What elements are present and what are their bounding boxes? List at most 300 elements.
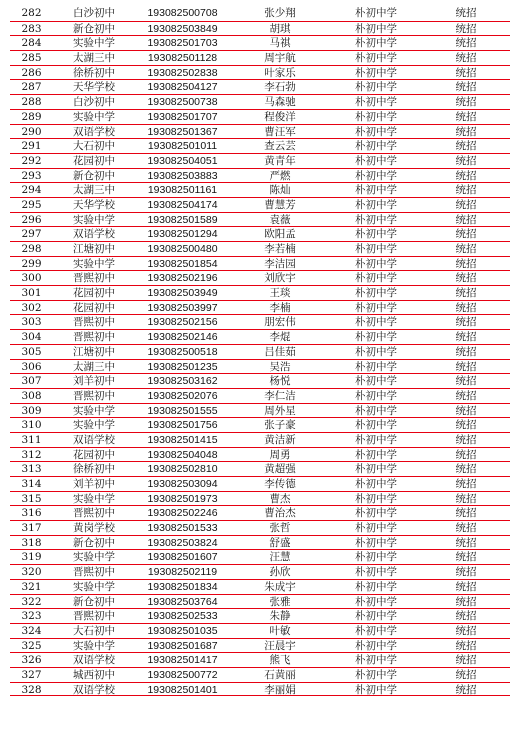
student-id-cell: 193082503949 bbox=[147, 287, 218, 300]
table-row bbox=[10, 300, 510, 315]
student-name-cell: 李洁园 bbox=[264, 257, 296, 270]
table-row bbox=[10, 241, 510, 256]
student-name-cell: 朋宏伟 bbox=[264, 316, 296, 329]
student-name-cell: 吴浩 bbox=[269, 360, 291, 373]
student-id-cell: 193082502533 bbox=[147, 610, 218, 623]
table-row bbox=[10, 6, 510, 21]
table-row bbox=[10, 476, 510, 491]
admission-type-cell: 统招 bbox=[455, 419, 477, 432]
student-id-cell: 193082501607 bbox=[147, 551, 218, 564]
student-id-cell: 193082502838 bbox=[147, 66, 218, 79]
row-number-cell: 305 bbox=[21, 345, 42, 358]
admitted-school-cell: 朴初中学 bbox=[355, 243, 397, 255]
student-id-cell: 193082501707 bbox=[147, 110, 218, 123]
admission-type-cell: 统招 bbox=[455, 345, 477, 358]
row-number-cell: 282 bbox=[21, 7, 42, 19]
admission-type-cell: 统招 bbox=[455, 52, 477, 65]
table-row bbox=[10, 638, 510, 653]
row-number-cell: 285 bbox=[21, 52, 42, 65]
student-id-cell: 193082504127 bbox=[147, 81, 218, 94]
student-id-cell: 193082502246 bbox=[147, 507, 218, 520]
student-id-cell: 193082503997 bbox=[147, 301, 218, 314]
student-name-cell: 李传德 bbox=[264, 478, 296, 490]
row-number-cell: 308 bbox=[21, 389, 42, 402]
student-id-cell: 193082501533 bbox=[147, 522, 218, 535]
school-name-cell: 实验中学 bbox=[73, 492, 115, 505]
admission-type-cell: 统招 bbox=[455, 668, 477, 681]
table-row bbox=[10, 50, 510, 65]
student-id-cell: 193082501011 bbox=[147, 140, 218, 153]
school-name-cell: 实验中学 bbox=[73, 110, 115, 123]
admitted-school-cell: 朴初中学 bbox=[355, 110, 397, 123]
admission-type-cell: 统招 bbox=[455, 522, 477, 535]
student-name-cell: 查云芸 bbox=[264, 140, 296, 153]
student-name-cell: 马森驰 bbox=[264, 96, 296, 109]
row-number-cell: 298 bbox=[21, 243, 42, 255]
student-id-cell: 193082501235 bbox=[147, 360, 218, 373]
student-name-cell: 叶敏 bbox=[269, 624, 291, 637]
school-name-cell: 新仓初中 bbox=[73, 169, 115, 182]
student-id-cell: 193082501834 bbox=[147, 580, 218, 593]
school-name-cell: 新仓初中 bbox=[73, 536, 115, 549]
table-row bbox=[10, 109, 510, 124]
row-number-cell: 324 bbox=[21, 624, 42, 637]
table-row bbox=[10, 652, 510, 667]
admission-type-cell: 统招 bbox=[455, 624, 477, 637]
student-id-cell: 193082501589 bbox=[147, 213, 218, 226]
school-name-cell: 江塘初中 bbox=[73, 345, 115, 358]
admitted-school-cell: 朴初中学 bbox=[355, 81, 397, 94]
school-name-cell: 双语学校 bbox=[73, 654, 115, 667]
school-name-cell: 实验中学 bbox=[73, 404, 115, 417]
admission-type-cell: 统招 bbox=[455, 610, 477, 623]
admission-type-cell: 统招 bbox=[455, 580, 477, 593]
admission-type-cell: 统招 bbox=[455, 448, 477, 461]
school-name-cell: 太湖三中 bbox=[73, 360, 115, 373]
table-row bbox=[10, 344, 510, 359]
student-id-cell: 193082503094 bbox=[147, 478, 218, 490]
student-id-cell: 193082503849 bbox=[147, 22, 218, 35]
admitted-school-cell: 朴初中学 bbox=[355, 198, 397, 211]
admission-type-cell: 统招 bbox=[455, 22, 477, 35]
admitted-school-cell: 朴初中学 bbox=[355, 639, 397, 652]
student-name-cell: 黄洁新 bbox=[264, 433, 296, 446]
table-row bbox=[10, 417, 510, 432]
row-number-cell: 287 bbox=[21, 81, 42, 94]
student-name-cell: 李石勃 bbox=[264, 81, 296, 94]
student-name-cell: 曹慧芳 bbox=[264, 198, 296, 211]
school-name-cell: 实验中学 bbox=[73, 213, 115, 226]
table-row bbox=[10, 65, 510, 80]
row-number-cell: 303 bbox=[21, 316, 42, 329]
student-id-cell: 193082502119 bbox=[147, 566, 218, 579]
school-name-cell: 刘羊初中 bbox=[73, 375, 115, 388]
school-name-cell: 新仓初中 bbox=[73, 595, 115, 608]
admission-type-cell: 统招 bbox=[455, 375, 477, 388]
table-row bbox=[10, 285, 510, 300]
admitted-school-cell: 朴初中学 bbox=[355, 272, 397, 285]
admitted-school-cell: 朴初中学 bbox=[355, 536, 397, 549]
student-id-cell: 193082501973 bbox=[147, 492, 218, 505]
admitted-school-cell: 朴初中学 bbox=[355, 345, 397, 358]
student-name-cell: 陈灿 bbox=[269, 184, 291, 197]
student-name-cell: 石黄丽 bbox=[264, 668, 296, 681]
row-number-cell: 313 bbox=[21, 463, 42, 476]
table-row bbox=[10, 212, 510, 227]
student-name-cell: 朱成宇 bbox=[264, 580, 296, 593]
admission-type-cell: 统招 bbox=[455, 125, 477, 138]
school-name-cell: 城西初中 bbox=[73, 668, 115, 681]
school-name-cell: 天华学校 bbox=[73, 81, 115, 94]
row-number-cell: 309 bbox=[21, 404, 42, 417]
admitted-school-cell: 朴初中学 bbox=[355, 507, 397, 520]
admitted-school-cell: 朴初中学 bbox=[355, 668, 397, 681]
student-name-cell: 周外星 bbox=[264, 404, 296, 417]
row-number-cell: 320 bbox=[21, 566, 42, 579]
student-id-cell: 193082501128 bbox=[147, 52, 218, 65]
school-name-cell: 晋熙初中 bbox=[73, 610, 115, 623]
table-row bbox=[10, 94, 510, 109]
student-id-cell: 193082500708 bbox=[147, 7, 218, 19]
student-name-cell: 叶家乐 bbox=[264, 66, 296, 79]
student-id-cell: 193082501401 bbox=[147, 683, 218, 696]
school-name-cell: 实验中学 bbox=[73, 37, 115, 50]
student-id-cell: 193082503764 bbox=[147, 595, 218, 608]
row-number-cell: 289 bbox=[21, 110, 42, 123]
school-name-cell: 花园初中 bbox=[73, 301, 115, 314]
student-id-cell: 193082502146 bbox=[147, 331, 218, 344]
table-row bbox=[10, 168, 510, 183]
table-row bbox=[10, 535, 510, 550]
row-number-cell: 297 bbox=[21, 228, 42, 241]
student-id-cell: 193082500738 bbox=[147, 96, 218, 109]
row-number-cell: 288 bbox=[21, 96, 42, 109]
admitted-school-cell: 朴初中学 bbox=[355, 580, 397, 593]
school-name-cell: 黄岗学校 bbox=[73, 522, 115, 535]
admitted-school-cell: 朴初中学 bbox=[355, 624, 397, 637]
admission-type-cell: 统招 bbox=[455, 360, 477, 373]
admission-table bbox=[10, 6, 510, 696]
student-id-cell: 193082501756 bbox=[147, 419, 218, 432]
admission-type-cell: 统招 bbox=[455, 272, 477, 285]
admission-type-cell: 统招 bbox=[455, 639, 477, 652]
admission-type-cell: 统招 bbox=[455, 96, 477, 109]
student-name-cell: 李仁洁 bbox=[264, 389, 296, 402]
table-row bbox=[10, 520, 510, 535]
row-number-cell: 317 bbox=[21, 522, 42, 535]
admitted-school-cell: 朴初中学 bbox=[355, 478, 397, 490]
school-name-cell: 晋熙初中 bbox=[73, 331, 115, 344]
school-name-cell: 双语学校 bbox=[73, 683, 115, 696]
admitted-school-cell: 朴初中学 bbox=[355, 566, 397, 579]
row-number-cell: 296 bbox=[21, 213, 42, 226]
table-row bbox=[10, 623, 510, 638]
admission-type-cell: 统招 bbox=[455, 66, 477, 79]
student-id-cell: 193082501417 bbox=[147, 654, 218, 667]
table-row bbox=[10, 359, 510, 374]
table-row bbox=[10, 594, 510, 609]
student-id-cell: 193082503162 bbox=[147, 375, 218, 388]
admitted-school-cell: 朴初中学 bbox=[355, 610, 397, 623]
student-name-cell: 孙欣 bbox=[269, 566, 291, 579]
admitted-school-cell: 朴初中学 bbox=[355, 22, 397, 35]
student-name-cell: 李楠 bbox=[269, 301, 291, 314]
admission-type-cell: 统招 bbox=[455, 154, 477, 167]
table-row bbox=[10, 124, 510, 139]
row-number-cell: 319 bbox=[21, 551, 42, 564]
admission-type-cell: 统招 bbox=[455, 287, 477, 300]
row-number-cell: 321 bbox=[21, 580, 42, 593]
admitted-school-cell: 朴初中学 bbox=[355, 169, 397, 182]
admission-type-cell: 统招 bbox=[455, 228, 477, 241]
student-id-cell: 193082503883 bbox=[147, 169, 218, 182]
student-name-cell: 曹汪军 bbox=[264, 125, 296, 138]
table-row bbox=[10, 138, 510, 153]
school-name-cell: 晋熙初中 bbox=[73, 389, 115, 402]
row-number-cell: 325 bbox=[21, 639, 42, 652]
student-name-cell: 周勇 bbox=[269, 448, 291, 461]
student-id-cell: 193082500480 bbox=[147, 243, 218, 255]
admission-type-cell: 统招 bbox=[455, 7, 477, 19]
table-row bbox=[10, 314, 510, 329]
admitted-school-cell: 朴初中学 bbox=[355, 448, 397, 461]
admitted-school-cell: 朴初中学 bbox=[355, 184, 397, 197]
table-row bbox=[10, 682, 510, 697]
admitted-school-cell: 朴初中学 bbox=[355, 37, 397, 50]
admission-type-cell: 统招 bbox=[455, 184, 477, 197]
admitted-school-cell: 朴初中学 bbox=[355, 287, 397, 300]
student-name-cell: 舒盛 bbox=[269, 536, 291, 549]
row-number-cell: 307 bbox=[21, 375, 42, 388]
row-number-cell: 311 bbox=[21, 433, 42, 446]
admission-type-cell: 统招 bbox=[455, 257, 477, 270]
student-id-cell: 193082502076 bbox=[147, 389, 218, 402]
student-id-cell: 193082501415 bbox=[147, 433, 218, 446]
admission-type-cell: 统招 bbox=[455, 683, 477, 696]
admitted-school-cell: 朴初中学 bbox=[355, 331, 397, 344]
table-row bbox=[10, 35, 510, 50]
student-id-cell: 193082502156 bbox=[147, 316, 218, 329]
table-row bbox=[10, 153, 510, 168]
student-id-cell: 193082501703 bbox=[147, 37, 218, 50]
student-id-cell: 193082504051 bbox=[147, 154, 218, 167]
school-name-cell: 晋熙初中 bbox=[73, 507, 115, 520]
admitted-school-cell: 朴初中学 bbox=[355, 551, 397, 564]
student-name-cell: 曹治杰 bbox=[264, 507, 296, 520]
admission-type-cell: 统招 bbox=[455, 316, 477, 329]
row-number-cell: 284 bbox=[21, 37, 42, 50]
row-number-cell: 318 bbox=[21, 536, 42, 549]
row-number-cell: 295 bbox=[21, 198, 42, 211]
admitted-school-cell: 朴初中学 bbox=[355, 301, 397, 314]
student-name-cell: 吕佳茹 bbox=[264, 345, 296, 358]
school-name-cell: 江塘初中 bbox=[73, 243, 115, 255]
admitted-school-cell: 朴初中学 bbox=[355, 257, 397, 270]
student-id-cell: 193082500518 bbox=[147, 345, 218, 358]
student-id-cell: 193082503824 bbox=[147, 536, 218, 549]
admission-type-cell: 统招 bbox=[455, 566, 477, 579]
admission-type-cell: 统招 bbox=[455, 37, 477, 50]
student-name-cell: 熊飞 bbox=[269, 654, 291, 667]
row-number-cell: 315 bbox=[21, 492, 42, 505]
admitted-school-cell: 朴初中学 bbox=[355, 140, 397, 153]
admitted-school-cell: 朴初中学 bbox=[355, 433, 397, 446]
student-name-cell: 马祺 bbox=[269, 37, 291, 50]
school-name-cell: 实验中学 bbox=[73, 551, 115, 564]
student-name-cell: 张雅 bbox=[269, 595, 291, 608]
student-id-cell: 193082502810 bbox=[147, 463, 218, 476]
admission-type-cell: 统招 bbox=[455, 110, 477, 123]
student-name-cell: 张子豪 bbox=[264, 419, 296, 432]
admitted-school-cell: 朴初中学 bbox=[355, 492, 397, 505]
row-number-cell: 302 bbox=[21, 301, 42, 314]
school-name-cell: 徐桥初中 bbox=[73, 66, 115, 79]
student-name-cell: 曹杰 bbox=[269, 492, 291, 505]
admission-type-cell: 统招 bbox=[455, 198, 477, 211]
table-row bbox=[10, 270, 510, 285]
school-name-cell: 太湖三中 bbox=[73, 184, 115, 197]
table-row bbox=[10, 491, 510, 506]
admitted-school-cell: 朴初中学 bbox=[355, 66, 397, 79]
student-id-cell: 193082504048 bbox=[147, 448, 218, 461]
school-name-cell: 晋熙初中 bbox=[73, 566, 115, 579]
student-name-cell: 汪晨宇 bbox=[264, 639, 296, 652]
school-name-cell: 实验中学 bbox=[73, 639, 115, 652]
admission-type-cell: 统招 bbox=[455, 81, 477, 94]
school-name-cell: 双语学校 bbox=[73, 125, 115, 138]
school-name-cell: 太湖三中 bbox=[73, 52, 115, 65]
student-name-cell: 张哲 bbox=[269, 522, 291, 535]
admitted-school-cell: 朴初中学 bbox=[355, 52, 397, 65]
admission-type-cell: 统招 bbox=[455, 478, 477, 490]
student-name-cell: 袁薇 bbox=[269, 213, 291, 226]
student-id-cell: 193082501687 bbox=[147, 639, 218, 652]
admitted-school-cell: 朴初中学 bbox=[355, 96, 397, 109]
school-name-cell: 晋熙初中 bbox=[73, 316, 115, 329]
student-name-cell: 李焜 bbox=[269, 331, 291, 344]
student-name-cell: 周宇航 bbox=[264, 52, 296, 65]
student-name-cell: 刘欣宇 bbox=[264, 272, 296, 285]
row-number-cell: 286 bbox=[21, 66, 42, 79]
admitted-school-cell: 朴初中学 bbox=[355, 375, 397, 388]
student-name-cell: 汪慧 bbox=[269, 551, 291, 564]
row-number-cell: 291 bbox=[21, 140, 42, 153]
table-row bbox=[10, 329, 510, 344]
row-number-cell: 300 bbox=[21, 272, 42, 285]
student-id-cell: 193082501854 bbox=[147, 257, 218, 270]
table-row bbox=[10, 21, 510, 36]
admitted-school-cell: 朴初中学 bbox=[355, 419, 397, 432]
school-name-cell: 天华学校 bbox=[73, 198, 115, 211]
row-number-cell: 323 bbox=[21, 610, 42, 623]
row-number-cell: 299 bbox=[21, 257, 42, 270]
admitted-school-cell: 朴初中学 bbox=[355, 316, 397, 329]
row-number-cell: 301 bbox=[21, 287, 42, 300]
school-name-cell: 实验中学 bbox=[73, 580, 115, 593]
school-name-cell: 双语学校 bbox=[73, 228, 115, 241]
student-name-cell: 程俊洋 bbox=[264, 110, 296, 123]
admission-type-cell: 统招 bbox=[455, 169, 477, 182]
school-name-cell: 徐桥初中 bbox=[73, 463, 115, 476]
admission-type-cell: 统招 bbox=[455, 213, 477, 226]
row-number-cell: 283 bbox=[21, 22, 42, 35]
admission-type-cell: 统招 bbox=[455, 301, 477, 314]
row-number-cell: 294 bbox=[21, 184, 42, 197]
table-row bbox=[10, 226, 510, 241]
admission-type-cell: 统招 bbox=[455, 331, 477, 344]
row-number-cell: 316 bbox=[21, 507, 42, 520]
student-id-cell: 193082501161 bbox=[147, 184, 218, 197]
table-row bbox=[10, 403, 510, 418]
admitted-school-cell: 朴初中学 bbox=[355, 213, 397, 226]
admission-type-cell: 统招 bbox=[455, 404, 477, 417]
table-row bbox=[10, 549, 510, 564]
admission-type-cell: 统招 bbox=[455, 507, 477, 520]
student-name-cell: 胡琪 bbox=[269, 22, 291, 35]
student-name-cell: 朱静 bbox=[269, 610, 291, 623]
admission-type-cell: 统招 bbox=[455, 595, 477, 608]
student-name-cell: 李丽娟 bbox=[264, 683, 296, 696]
row-number-cell: 326 bbox=[21, 654, 42, 667]
student-name-cell: 严燃 bbox=[269, 169, 291, 182]
table-row bbox=[10, 564, 510, 579]
row-number-cell: 293 bbox=[21, 169, 42, 182]
row-number-cell: 292 bbox=[21, 154, 42, 167]
row-number-cell: 322 bbox=[21, 595, 42, 608]
admitted-school-cell: 朴初中学 bbox=[355, 125, 397, 138]
table-row bbox=[10, 447, 510, 462]
table-row bbox=[10, 505, 510, 520]
admission-type-cell: 统招 bbox=[455, 389, 477, 402]
admitted-school-cell: 朴初中学 bbox=[355, 654, 397, 667]
table-row bbox=[10, 432, 510, 447]
row-number-cell: 314 bbox=[21, 478, 42, 490]
admission-type-cell: 统招 bbox=[455, 536, 477, 549]
admitted-school-cell: 朴初中学 bbox=[355, 389, 397, 402]
admitted-school-cell: 朴初中学 bbox=[355, 360, 397, 373]
admitted-school-cell: 朴初中学 bbox=[355, 463, 397, 476]
student-id-cell: 193082501035 bbox=[147, 624, 218, 637]
table-row bbox=[10, 388, 510, 403]
admitted-school-cell: 朴初中学 bbox=[355, 522, 397, 535]
school-name-cell: 花园初中 bbox=[73, 154, 115, 167]
school-name-cell: 大石初中 bbox=[73, 624, 115, 637]
row-number-cell: 327 bbox=[21, 668, 42, 681]
student-name-cell: 黄超强 bbox=[264, 463, 296, 476]
table-row bbox=[10, 461, 510, 476]
student-id-cell: 193082501555 bbox=[147, 404, 218, 417]
school-name-cell: 新仓初中 bbox=[73, 22, 115, 35]
row-number-cell: 306 bbox=[21, 360, 42, 373]
student-name-cell: 黄青年 bbox=[264, 154, 296, 167]
student-name-cell: 杨悦 bbox=[269, 375, 291, 388]
admission-type-cell: 统招 bbox=[455, 140, 477, 153]
admission-type-cell: 统招 bbox=[455, 654, 477, 667]
table-row bbox=[10, 256, 510, 271]
table-row bbox=[10, 373, 510, 388]
row-number-cell: 328 bbox=[21, 683, 42, 696]
admission-type-cell: 统招 bbox=[455, 492, 477, 505]
school-name-cell: 花园初中 bbox=[73, 287, 115, 300]
student-id-cell: 193082501367 bbox=[147, 125, 218, 138]
row-number-cell: 304 bbox=[21, 331, 42, 344]
school-name-cell: 实验中学 bbox=[73, 257, 115, 270]
school-name-cell: 双语学校 bbox=[73, 433, 115, 446]
admission-type-cell: 统招 bbox=[455, 463, 477, 476]
school-name-cell: 白沙初中 bbox=[73, 7, 115, 19]
admitted-school-cell: 朴初中学 bbox=[355, 154, 397, 167]
table-row bbox=[10, 79, 510, 94]
